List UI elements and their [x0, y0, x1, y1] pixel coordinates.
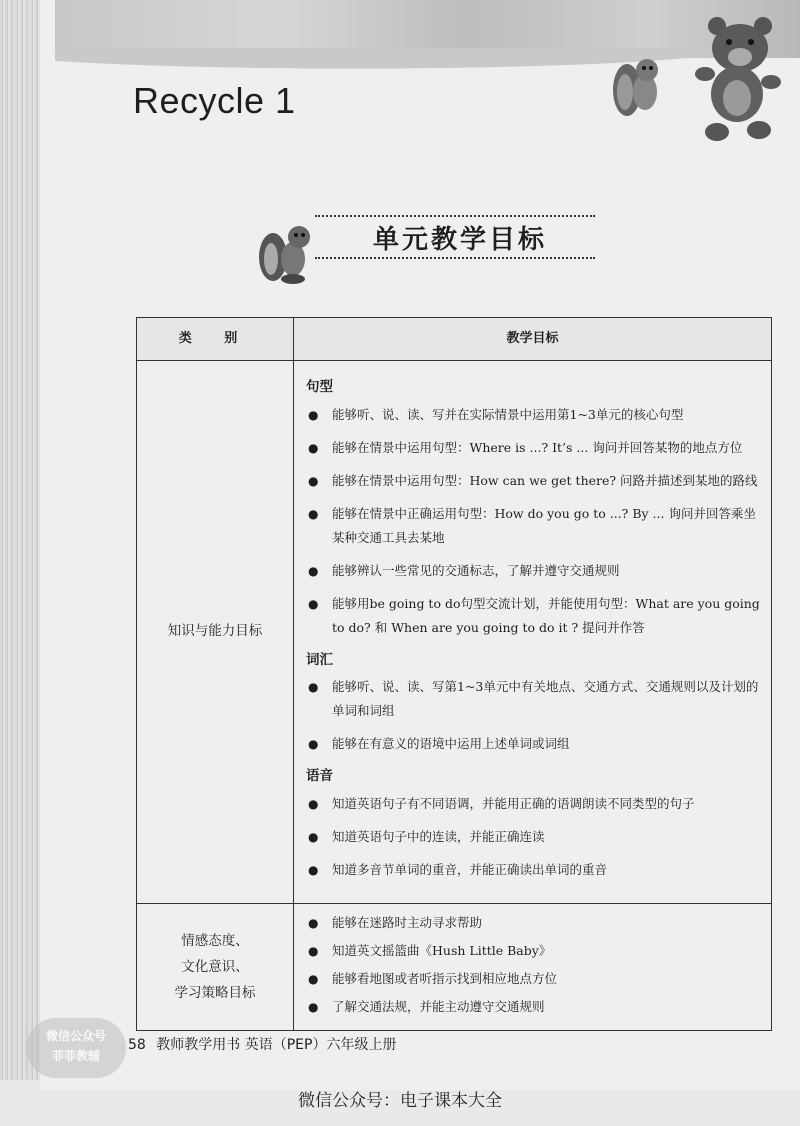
list-item: ● 能够辨认一些常见的交通标志，了解并遵守交通规则 [332, 559, 763, 583]
list-item: ● 了解交通法规，并能主动遵守交通规则 [332, 996, 763, 1018]
dotted-rule-top [315, 215, 595, 217]
section-header [255, 205, 595, 285]
list-item: ● 能够看地图或者听指示找到相应地点方位 [332, 968, 763, 990]
list-item: ● 能够在情景中正确运用句型：How do you go to ...? By ... 询问并回答乘坐某种交通工具去某地 [332, 502, 763, 550]
group-heading: 语音 [306, 768, 333, 785]
list-item: ● 知道英语句子中的连读，并能正确连读 [332, 825, 763, 849]
table-row [137, 903, 772, 1030]
list-item: ● 知道英语句子有不同语调，并能用正确的语调朗读不同类型的句子 [332, 792, 763, 816]
list-item: ● 能够在有意义的语境中运用上述单词或词组 [332, 732, 763, 756]
column-header-goals: 教学目标 [294, 318, 772, 361]
list-item: ● 知道英文摇篮曲《Hush Little Baby》 [332, 940, 763, 962]
group-heading: 词汇 [306, 651, 333, 668]
goal-list [306, 403, 763, 640]
list-item: ● 知道多音节单词的重音，并能正确读出单词的重音 [332, 858, 763, 882]
category-label: 情感态度、 [181, 932, 249, 949]
squirrel-icon [255, 207, 325, 287]
book-title: 教师教学用书 英语（PEP）六年级上册 [156, 1037, 397, 1053]
table-header-row [137, 318, 772, 361]
teaching-goals-table [136, 317, 772, 1031]
list-item: ● 能够听、说、读、写第1~3单元中有关地点、交通方式、交通规则以及计划的单词和词组 [332, 675, 763, 723]
goal-list [306, 912, 763, 1018]
category-label: 学习策略目标 [174, 984, 256, 1001]
category-cell [137, 903, 294, 1030]
watermark-bottom: 微信公众号：电子课本大全 [298, 1091, 502, 1111]
category-label: 知识与能力目标 [167, 623, 263, 640]
list-item: ● 能够在迷路时主动寻求帮助 [332, 912, 763, 934]
section-title: 单元教学目标 [373, 225, 548, 255]
goals-cell [294, 903, 772, 1030]
group-heading: 句型 [306, 379, 333, 395]
column-header-category: 类 别 [137, 318, 294, 361]
watermark-badge [26, 1018, 126, 1078]
page-footer [128, 1034, 396, 1054]
watermark-badge-line: 微信公众号 [45, 1029, 106, 1043]
dotted-rule-bottom [315, 257, 595, 259]
unit-title: Recycle 1 [133, 80, 296, 121]
list-item: ● 能够听、说、读、写并在实际情景中运用第1~3单元的核心句型 [332, 403, 763, 427]
category-cell [137, 361, 294, 904]
table-row [137, 361, 772, 904]
page-number: 58 [128, 1037, 146, 1053]
squirrel-mascot-icon [613, 59, 658, 116]
list-item: ● 能够在情景中运用句型：How can we get there? 问路并描述到某地的路线 [332, 469, 763, 493]
watermark-badge-line: 菲菲教辅 [51, 1049, 100, 1063]
goal-list [306, 792, 763, 882]
goal-list [306, 675, 763, 756]
list-item: ● 能够在情景中运用句型：Where is ...? It’s ... 询问并回答某物的地点方位 [332, 436, 763, 460]
mascot-illustration [605, 12, 795, 152]
category-label: 文化意识、 [181, 958, 249, 975]
bear-mascot-icon [695, 17, 781, 141]
list-item: ● 能够用be going to do句型交流计划，并能使用句型：What are you going to do? 和 When are you going to do it ? 提问并作答 [332, 592, 763, 640]
goals-cell [294, 361, 772, 904]
